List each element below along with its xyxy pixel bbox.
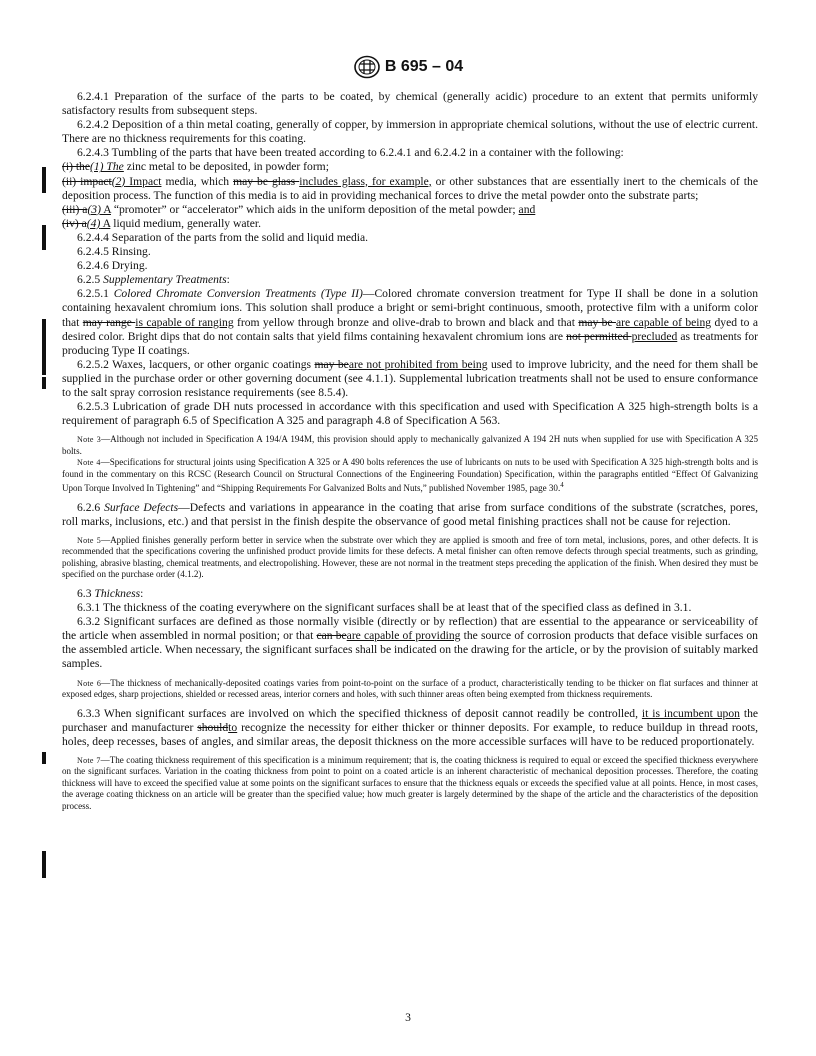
deleted-text: (iii) a bbox=[62, 202, 88, 216]
inserted-text: and bbox=[518, 202, 536, 216]
inserted-text: (3) A bbox=[87, 202, 111, 216]
para-6-2-4-2: 6.2.4.2 Deposition of a thin metal coating, generally of copper, by immersion in appropriate chemical solutions, without the use of electric current. There are no thickness requirements for this coating. bbox=[62, 118, 758, 146]
para-6-3-2: 6.3.2 Significant surfaces are defined as those normally visible (directly or by reflection) that are essential to the appearance or serviceability of the article when assembled in normal position; or that can beare capable of providing the source of corrosion products that deface visible surfaces on the assembled article. When necessary, the significant surfaces shall be indicated on the drawing for the article, or by the provision of suitably marked samples. bbox=[62, 615, 758, 671]
note-7: Note 7—The coating thickness requirement of this specification is a minimum requirement; that is, the coating thickness is required to equal or exceed the specified thickness everywhere on the significant surfaces. Variation in the coating thickness from point to point on a coated article is an inherent characteristic of mechanical deposition processes. Therefore, the coating thickness will have to exceed the specified value at some points on the significant surfaces to ensure that the thickness equals or exceeds the specified value at all points. Hence, in most cases, the average coating thickness on an article will be greater than the specified value; how much greater is largely determined by the shape of the article and the characteristics of the deposition process. bbox=[62, 754, 758, 811]
deleted-text: can be bbox=[316, 629, 347, 643]
page-number: 3 bbox=[405, 1011, 411, 1024]
inserted-text: (2) Impact bbox=[111, 174, 162, 188]
deleted-text: may be bbox=[578, 315, 616, 329]
document-body bbox=[62, 90, 758, 812]
note-6: Note 6—The thickness of mechanically-deposited coatings varies from point-to-point on the surface of a product, characteristically tending to be thicker on flat surfaces and thinner at exposed edges, sharp projections, shielded or recessed areas, interior corners and holes, with such thinner areas often being exempted from thickness requirements. bbox=[62, 677, 758, 700]
list-item-2: (ii) impact(2) Impact media, which may be glass includes glass, for example, or other substances that are essentially inert to the chemicals of the deposition process. The function of this media is to aid in providing mechanical forces to drive the metal powder onto the substrate parts; bbox=[62, 174, 758, 202]
inserted-text: (1) The bbox=[90, 160, 124, 174]
deleted-text: may be glass bbox=[233, 174, 300, 188]
deleted-text: not permitted bbox=[566, 329, 632, 343]
para-6-2-5-3: 6.2.5.3 Lubrication of grade DH nuts processed in accordance with this specification and used with Specification A 325 high-strength bolts is a requirement of paragraph 6.5 of Specification A 325 and paragraph 4.8 of Specification A 563. bbox=[62, 400, 758, 428]
deleted-text: should bbox=[197, 720, 229, 734]
deleted-text: (i) the bbox=[62, 160, 91, 174]
para-6-3-3: 6.3.3 When significant surfaces are involved on which the specified thickness of deposit cannot readily be controlled, it is incumbent upon the purchaser and manufacturer shouldto recognize the necessity for either thicker or thinner deposits. For example, to reduce buildup in thread roots, holes, deep recesses, bases of angles, and similar areas, the deposit thickness on the more accessible surfaces will have to be reduced proportionately. bbox=[62, 706, 759, 748]
inserted-text: are not prohibited from being bbox=[348, 357, 488, 371]
inserted-text: to bbox=[228, 720, 238, 734]
list-item-3: (iii) a(3) A “promoter” or “accelerator” which aids in the uniform deposition of the metal powder; and bbox=[62, 202, 536, 216]
change-bar bbox=[42, 752, 46, 764]
para-6-2-5-1: 6.2.5.1 Colored Chromate Conversion Treatments (Type II)—Colored chromate conversion treatment for Type II shall be done in a solution containing hexavalent chromium ions. This solution shall produce a bright or semi-bright continuous, smooth, protective film with a uniform color that may range is capable of ranging from yellow through bronze and olive-drab to brown and black and that may be are capable of being dyed to a desired color. Bright dips that do not contain salts that yield films containing hexavalent chromium ions are not permitted precluded as treatments for producing Type II coatings. bbox=[62, 287, 759, 357]
inserted-text: includes glass, for example, bbox=[299, 174, 432, 188]
change-bar bbox=[42, 319, 46, 375]
list-item-4: (iv) a(4) A liquid medium, generally water. bbox=[62, 216, 262, 230]
change-bar bbox=[42, 377, 46, 389]
inserted-text: is capable of ranging bbox=[135, 315, 234, 329]
para-6-2-4-4: 6.2.4.4 Separation of the parts from the solid and liquid media. bbox=[77, 230, 369, 244]
inserted-text: are capable of being bbox=[615, 315, 712, 329]
astm-logo bbox=[353, 55, 381, 79]
inserted-text: precluded bbox=[631, 329, 678, 343]
deleted-text: (ii) impact bbox=[62, 174, 112, 188]
change-bar bbox=[42, 225, 46, 250]
page-header bbox=[0, 52, 816, 82]
para-6-2-4-5: 6.2.4.5 Rinsing. bbox=[77, 245, 151, 259]
inserted-text: (4) A bbox=[86, 216, 111, 230]
para-6-2-5: 6.2.5 Supplementary Treatments: bbox=[77, 273, 230, 287]
deleted-text: may range bbox=[82, 315, 136, 329]
change-bar bbox=[42, 851, 46, 878]
para-6-2-4-3: 6.2.4.3 Tumbling of the parts that have been treated according to 6.2.4.1 and 6.2.4.2 in a container with the following: bbox=[77, 146, 624, 160]
document-id: B 695 – 04 bbox=[384, 58, 464, 75]
note-3: Note 3—Although not included in Specification A 194/A 194M, this provision should apply to mechanically galvanized A 194 2H nuts when supplied for use with Specification A 325 bolts. bbox=[62, 434, 759, 456]
para-6-3: 6.3 Thickness: bbox=[77, 586, 144, 600]
para-6-3-1: 6.3.1 The thickness of the coating everywhere on the significant surfaces shall be at least that of the specified class as defined in 3.1. bbox=[77, 601, 692, 615]
inserted-text: are capable of providing bbox=[346, 629, 461, 643]
para-6-2-4-1: 6.2.4.1 Preparation of the surface of the parts to be coated, by chemical (generally acidic) procedure to an extent that permits uniformly satisfactory results from subsequent steps. bbox=[62, 90, 758, 118]
para-6-2-5-2: 6.2.5.2 Waxes, lacquers, or other organic coatings may beare not prohibited from being used to improve lubricity, and the need for them shall be supplied in the purchase order or other governing document (see 4.1.1). Supplemental lubrication treatments shall not be used to ensure conformance to the salt spray corrosion resistance requirements (see 8.5.4). bbox=[62, 357, 759, 399]
deleted-text: may be bbox=[314, 357, 349, 371]
change-bar bbox=[42, 167, 46, 193]
para-6-2-6: 6.2.6 Surface Defects—Defects and variations in appearance in the coating that arise from surface conditions of the substrate (scratches, pores, roll marks, inclusions, etc.) and that persist in the finish despite the observance of good metal finishing practices shall not be cause for rejection. bbox=[62, 500, 758, 528]
note-4: Note 4—Specifications for structural joints using Specification A 325 or A 490 bolts references the use of lubricants on nuts to be used with Specification A 325 high-strength bolts and is found in the commentary on this RCSC (Research Council on Structural Connections of the Engineering Foundation) Specification, within the paragraphs entitled “Effect Of Galvanizing Upon Torque Involved In Tightening” and “Shipping Requirements For Galvanized Bolts and Nuts,” published November 1985, page 30.$^4$ bbox=[62, 457, 758, 494]
note-5: Note 5—Applied finishes generally perform better in service when the substrate over which they are applied is smooth and free of torn metal, inclusions, pores, and other defects. It is recommended that the specifications covering the unfinished product provide limits for these defects. A metal finisher can often remove defects through special treatments, such as grinding, polishing, abrasive blasting, chemical treatments, and electropolishing. However, these are not normal in the treatment steps preceding the application of the finish. When desired they must be specified on the purchase order (4.1.2). bbox=[62, 534, 758, 580]
para-6-2-4-6: 6.2.4.6 Drying. bbox=[77, 259, 148, 273]
deleted-text: (iv) a bbox=[62, 216, 87, 230]
list-item-1: (i) the(1) The zinc metal to be deposited, in powder form; bbox=[62, 160, 329, 174]
inserted-text: it is incumbent upon bbox=[641, 706, 740, 720]
